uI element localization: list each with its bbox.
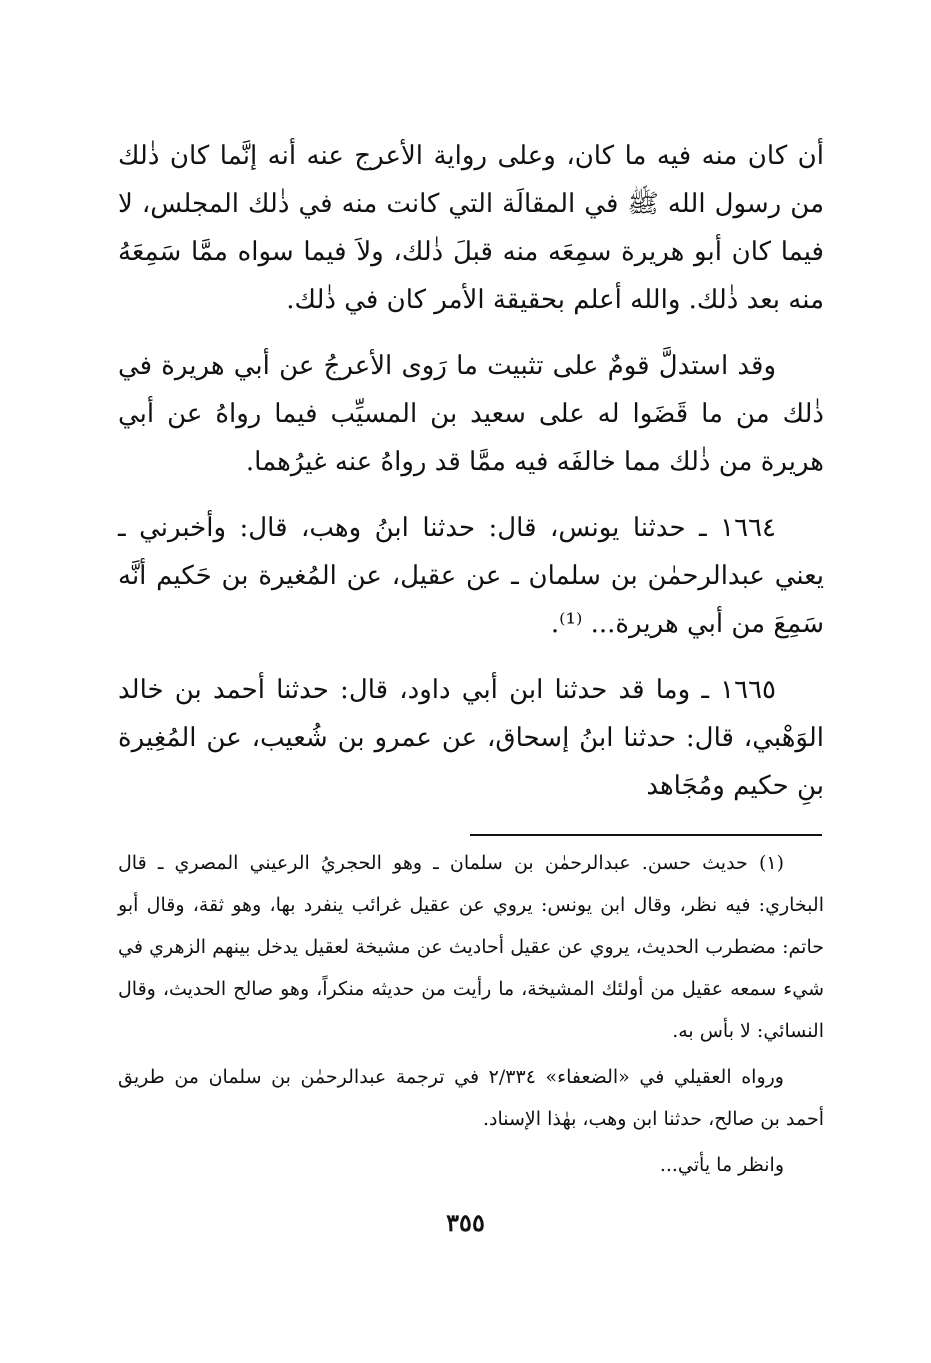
footnote-1-source: ورواه العقيلي في «الضعفاء» ٢/٣٣٤ في ترجمة عبدالرحمٰن بن سلمان من طريق أحمد بن صالح، حدثنا ابن وهب، بهٰذا الإسناد. <box>118 1066 824 1130</box>
paragraph-1: أن كان منه فيه ما كان، وعلى رواية الأعرج عنه أنه إنَّما كان ذٰلك من رسول الله ﷺ في المقالَة التي كانت منه في ذٰلك المجلس، لا فيما كان أبو هريرة سمِعَه منه قبلَ ذٰلك، ولاَ فيما سواه ممَّا سَمِعَهُ منه بعد ذٰلك. والله أعلم بحقيقة الأمر كان في ذٰلك. <box>118 141 824 315</box>
hadith-1664: ١٦٦٤ ـ حدثنا يونس، قال: حدثنا ابنُ وهب، قال: وأخبرني ـ يعني عبدالرحمٰن بن سلمان ـ عن عقيل، عن المُغيرة بن حَكيم أنَّه سَمِعَ من أبي هريرة... ⁽¹⁾. <box>118 513 824 639</box>
footnote-separator <box>470 834 822 836</box>
main-text <box>118 132 824 828</box>
hadith-1665: ١٦٦٥ ـ وما قد حدثنا ابن أبي داود، قال: حدثنا أحمد بن خالد الوَهْبي، قال: حدثنا ابنُ إسحاق، عن عمرو بن شُعيب، عن المُغِيرة بنِ حكيم ومُجَاهد <box>118 675 824 801</box>
footnote-1-see-also: وانظر ما يأتي... <box>659 1154 784 1176</box>
paragraph-2: وقد استدلَّ قومٌ على تثبيت ما رَوى الأعرجُ عن أبي هريرة في ذٰلك من ما قَضَوا له على سعيد بن المسيِّب فيما رواهُ عن أبي هريرة من ذٰلك مما خالفَه فيه ممَّا قد رواهُ عنه غيرُهما. <box>118 351 824 477</box>
footnote-1: (١) حديث حسن. عبدالرحمٰن بن سلمان ـ وهو الحجريُ الرعيني المصري ـ قال البخاري: فيه نظر، وقال ابن يونس: يروي عن عقيل غرائب ينفرد بها، وهو ثقة، وقال أبو حاتم: مضطرب الحديث، يروي عن عقيل أحاديث عن مشيخة لعقيل يدخل بينهم الزهري في شيء سمعه عقيل من أولئك المشيخة، ما رأيت من حديثه منكراً، وهو صالح الحديث، وقال النسائي: لا بأس به. <box>118 852 824 1042</box>
footnotes <box>118 842 824 1190</box>
page-number: ٣٥٥ <box>446 1208 485 1237</box>
